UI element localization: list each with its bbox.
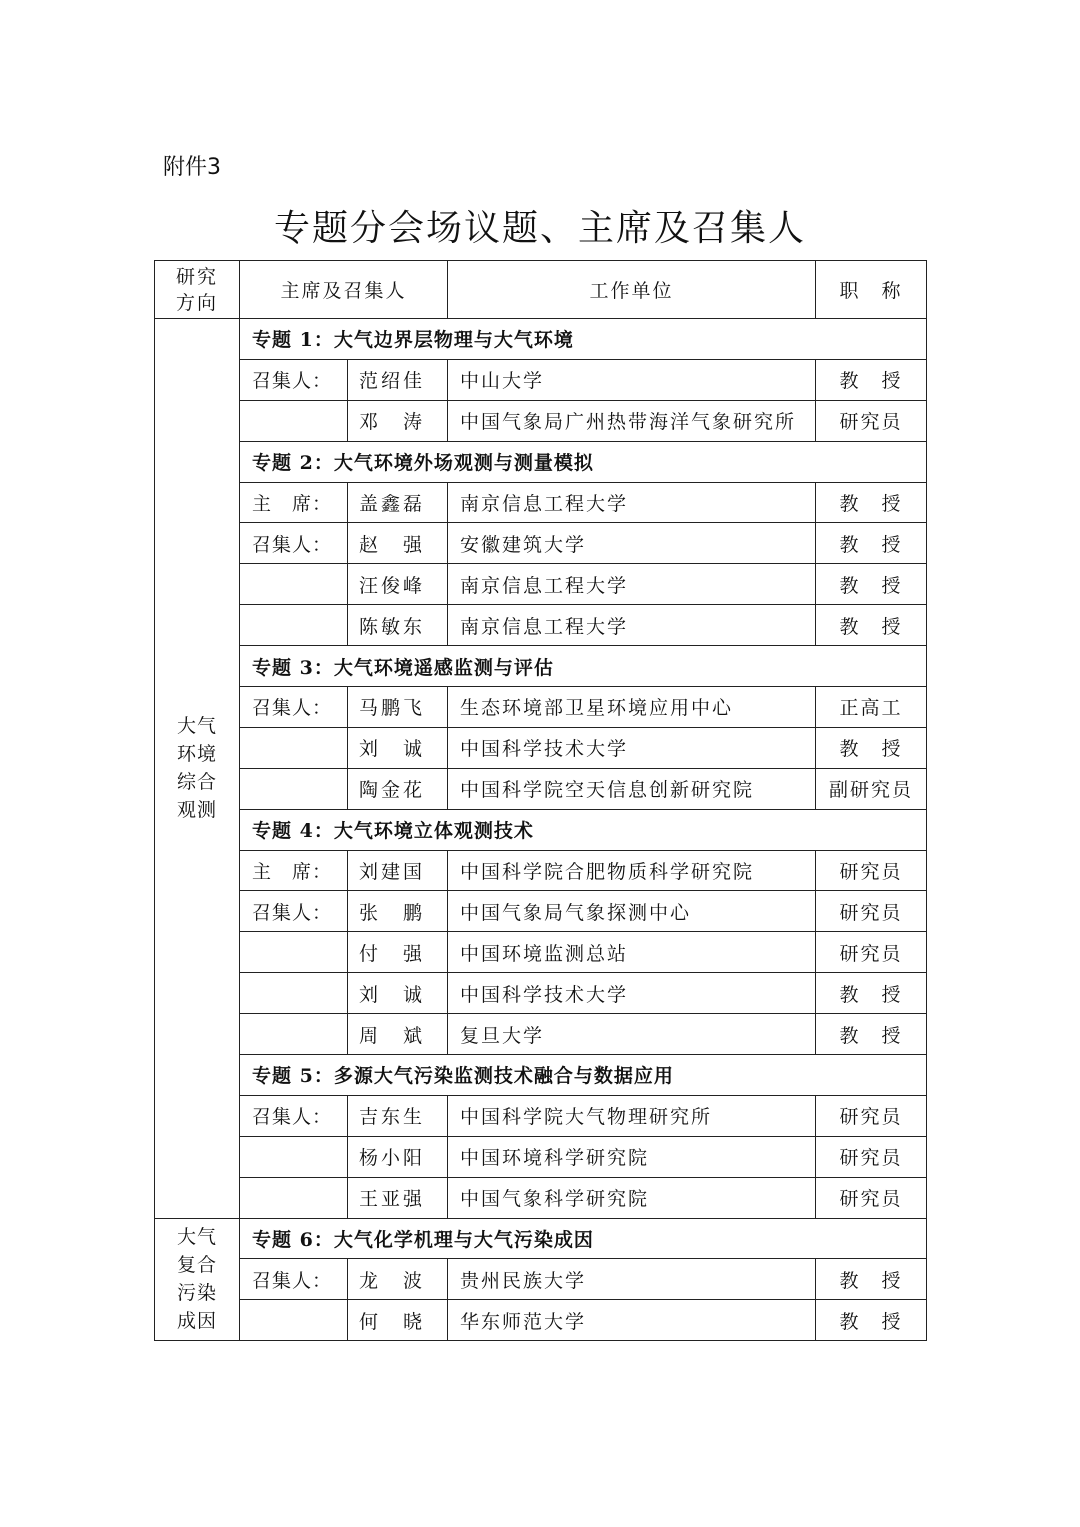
- person-row: [155, 1300, 927, 1341]
- person-name: 汪俊峰: [348, 564, 448, 605]
- person-role: [240, 605, 348, 646]
- person-role: [240, 1136, 348, 1177]
- person-job-title: 教 授: [816, 973, 927, 1014]
- person-job-title: 教 授: [816, 1014, 927, 1055]
- topic-row: [155, 646, 927, 687]
- person-work-unit: 南京信息工程大学: [448, 564, 816, 605]
- person-work-unit: 中国科学院合肥物质科学研究院: [448, 850, 816, 891]
- person-name: 陶金花: [348, 768, 448, 809]
- person-role: 召集人：: [240, 891, 348, 932]
- person-role: [240, 1014, 348, 1055]
- person-job-title: 研究员: [816, 1095, 927, 1136]
- person-work-unit: 中国科学院大气物理研究所: [448, 1095, 816, 1136]
- person-name: 龙 波: [348, 1259, 448, 1300]
- person-role: [240, 400, 348, 441]
- person-row: [155, 850, 927, 891]
- person-name: 陈敏东: [348, 605, 448, 646]
- person-job-title: 教 授: [816, 523, 927, 564]
- person-work-unit: 中国环境科学研究院: [448, 1136, 816, 1177]
- person-row: [155, 1014, 927, 1055]
- person-role: [240, 1300, 348, 1341]
- person-work-unit: 中山大学: [448, 359, 816, 400]
- person-name: 何 晓: [348, 1300, 448, 1341]
- person-job-title: 教 授: [816, 1300, 927, 1341]
- person-name: 邓 涛: [348, 400, 448, 441]
- header-work-unit: 工作单位: [448, 261, 816, 319]
- topic-row: [155, 1055, 927, 1096]
- person-name: 王亚强: [348, 1177, 448, 1218]
- header-research-direction: 研究 方向: [155, 261, 240, 319]
- topic-row: [155, 319, 927, 360]
- person-name: 周 斌: [348, 1014, 448, 1055]
- topic-row: [155, 1218, 927, 1259]
- person-job-title: 副研究员: [816, 768, 927, 809]
- person-work-unit: 安徽建筑大学: [448, 523, 816, 564]
- topic-title: 专题 5：多源大气污染监测技术融合与数据应用: [240, 1055, 927, 1096]
- person-name: 刘建国: [348, 850, 448, 891]
- header-job-title: 职 称: [816, 261, 927, 319]
- person-name: 杨小阳: [348, 1136, 448, 1177]
- topic-title: 专题 1：大气边界层物理与大气环境: [240, 319, 927, 360]
- person-row: [155, 564, 927, 605]
- person-work-unit: 中国气象科学研究院: [448, 1177, 816, 1218]
- person-work-unit: 华东师范大学: [448, 1300, 816, 1341]
- person-name: 刘 诚: [348, 727, 448, 768]
- person-job-title: 教 授: [816, 727, 927, 768]
- person-job-title: 教 授: [816, 1259, 927, 1300]
- person-work-unit: 中国科学院空天信息创新研究院: [448, 768, 816, 809]
- topic-title: 专题 6：大气化学机理与大气污染成因: [240, 1218, 927, 1259]
- person-row: [155, 605, 927, 646]
- person-role: [240, 727, 348, 768]
- person-row: [155, 1177, 927, 1218]
- person-job-title: 教 授: [816, 564, 927, 605]
- document-title: 专题分会场议题、主席及召集人: [273, 208, 806, 249]
- person-role: [240, 564, 348, 605]
- person-role: [240, 768, 348, 809]
- person-name: 盖鑫磊: [348, 482, 448, 523]
- person-row: [155, 727, 927, 768]
- header-chair-convener: 主席及召集人: [240, 261, 448, 319]
- person-row: [155, 687, 927, 728]
- person-row: [155, 523, 927, 564]
- topic-title: 专题 2：大气环境外场观测与测量模拟: [240, 441, 927, 482]
- person-name: 范绍佳: [348, 359, 448, 400]
- person-role: 召集人：: [240, 687, 348, 728]
- person-name: 付 强: [348, 932, 448, 973]
- person-row: [155, 891, 927, 932]
- topic-row: [155, 809, 927, 850]
- person-role: 召集人：: [240, 359, 348, 400]
- person-job-title: 教 授: [816, 359, 927, 400]
- person-job-title: 研究员: [816, 1136, 927, 1177]
- person-name: 马鹏飞: [348, 687, 448, 728]
- person-role: 召集人：: [240, 1259, 348, 1300]
- person-role: [240, 1177, 348, 1218]
- person-role: 召集人：: [240, 1095, 348, 1136]
- person-role: [240, 973, 348, 1014]
- topic-row: [155, 441, 927, 482]
- person-name: 张 鹏: [348, 891, 448, 932]
- person-job-title: 正高工: [816, 687, 927, 728]
- research-direction-cell: 大气 复合 污染 成因: [155, 1218, 240, 1341]
- person-name: 刘 诚: [348, 973, 448, 1014]
- person-job-title: 研究员: [816, 932, 927, 973]
- person-work-unit: 中国科学技术大学: [448, 727, 816, 768]
- person-work-unit: 中国气象局广州热带海洋气象研究所: [448, 400, 816, 441]
- research-direction-cell: 大气 环境 综合 观测: [155, 319, 240, 1219]
- topic-title: 专题 4：大气环境立体观测技术: [240, 809, 927, 850]
- person-row: [155, 768, 927, 809]
- person-row: [155, 932, 927, 973]
- person-work-unit: 南京信息工程大学: [448, 605, 816, 646]
- person-work-unit: 南京信息工程大学: [448, 482, 816, 523]
- person-row: [155, 359, 927, 400]
- attachment-label: 附件3: [163, 155, 221, 180]
- person-row: [155, 400, 927, 441]
- person-work-unit: 生态环境部卫星环境应用中心: [448, 687, 816, 728]
- person-work-unit: 中国科学技术大学: [448, 973, 816, 1014]
- person-role: 主 席：: [240, 482, 348, 523]
- person-row: [155, 1259, 927, 1300]
- person-row: [155, 482, 927, 523]
- person-work-unit: 中国气象局气象探测中心: [448, 891, 816, 932]
- roster-body: [155, 319, 927, 1341]
- person-job-title: 教 授: [816, 482, 927, 523]
- topic-title: 专题 3：大气环境遥感监测与评估: [240, 646, 927, 687]
- person-row: [155, 1136, 927, 1177]
- person-job-title: 研究员: [816, 400, 927, 441]
- person-work-unit: 复旦大学: [448, 1014, 816, 1055]
- session-roster-table: [154, 260, 927, 1341]
- person-row: [155, 1095, 927, 1136]
- person-role: 主 席：: [240, 850, 348, 891]
- person-name: 赵 强: [348, 523, 448, 564]
- person-name: 吉东生: [348, 1095, 448, 1136]
- person-job-title: 研究员: [816, 891, 927, 932]
- person-job-title: 研究员: [816, 850, 927, 891]
- person-job-title: 研究员: [816, 1177, 927, 1218]
- person-role: [240, 932, 348, 973]
- person-role: 召集人：: [240, 523, 348, 564]
- table-header-row: [155, 261, 927, 319]
- person-work-unit: 中国环境监测总站: [448, 932, 816, 973]
- person-row: [155, 973, 927, 1014]
- person-work-unit: 贵州民族大学: [448, 1259, 816, 1300]
- person-job-title: 教 授: [816, 605, 927, 646]
